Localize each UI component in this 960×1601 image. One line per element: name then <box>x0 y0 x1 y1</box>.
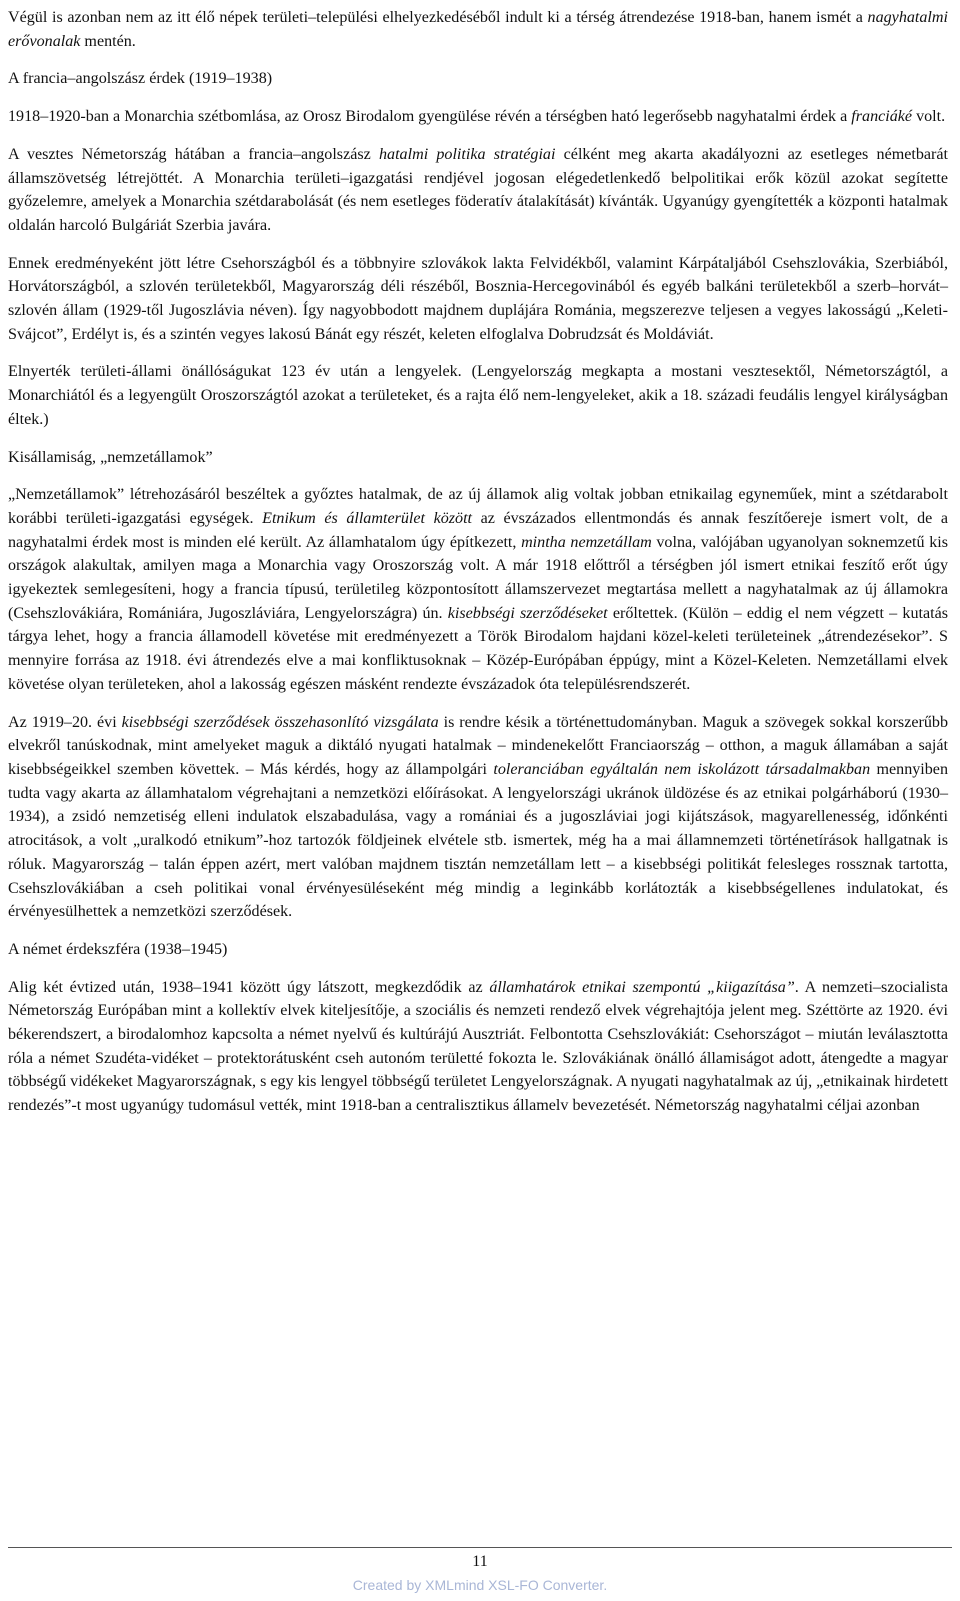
text-run: is rendre késik a történettudományban. Maguk a szövegek sokkal korszerűbb elvekről tanúskodnak, mint amelyeket maguk a diktáló nyugati hatalmak – mindenekelőtt Franciaország – otthon, a maguk államában a saját kisebbségeikkel szemben követtek. – Más kérdés, hogy az állampolgári <box>8 713 948 778</box>
text-run: az évszázados ellentmondás és annak feszítőereje ismert volt, de a nagyhatalmi érdek most is minden elé került. Az államhatalom úgy építkezett, <box>8 509 948 551</box>
page-number: 11 <box>472 1553 488 1570</box>
text-run: A német érdekszféra (1938–1945) <box>8 940 228 958</box>
text-run: Alig két évtized után, 1938–1941 között úgy látszott, megkezdődik az <box>8 978 490 996</box>
text-run: mennyiben tudta vagy akarta az államhatalom végrehajtani a nemzetközi előírásokat. A lengyelországi ukránok üldözése és az etnikai polgárháború (1930–1934), a zsidó nemzetiség elleni indulatok elszabadulása, vagy a romániai és a jugoszláviai jogi kijátszások, magyarellenesség, időnkénti atrocitások, a volt „uralkodó etnikum”-hoz tartozók földjeinek elvétele stb. ismertek, még ha a mai államnemzeti történetírások hallgatnak is róluk. Magyarország – talán éppen azért, mert valóban majdnem tisztán nemzetállam lett – a kisebbségi politikát felesleges rossznak tartotta, Csehszlovákiában a cseh politikai vonal érvényesüléseként még mindig a leginkább korlátozták a kisebbségellenes indulatokat, és érvényesülhettek a nemzetközi szerződések. <box>8 760 948 921</box>
text-run: „Nemzetállamok” létrehozásáról beszéltek a győztes hatalmak, de az új államok alig voltak jobban etnikailag egyneműek, mint a szétdarabolt korábbi területi-igazgatási egységek. <box>8 486 948 527</box>
text-run: Ennek eredményeként jött létre Csehországból és a többnyire szlovákok lakta Felvidékből, valamint Kárpátaljából Csehszlovákia, Szerbiából, Horvátországból, a szlovén területekből, Magyarország déli részéből, Bosznia-Hercegovinából és egyéb balkáni területekből a szerb–horvát–szlovén állam (1929-től Jugoszlávia néven). Így nagyobbodott majdnem duplájára Románia, megszerezve teljesen a vegyes lakosságú „Keleti-Svájcot”, Erdélyt is, és a szintén vegyes lakosú Bánát egy részét, keleten elfoglalva Dobrudzsát és Moldáviát. <box>8 254 948 343</box>
italic-text: hatalmi politika stratégiai <box>378 145 556 163</box>
paragraph-poles <box>8 360 948 431</box>
paragraph-minority-treaties <box>8 711 948 924</box>
italic-text: mintha nemzetállam <box>521 533 652 551</box>
text-run: erőltettek. (Külön – eddig el nem végzett – kutatás tárgya lehet, hogy a francia államodell követése mit eredményezett a Török Birodalom hajdani közel-keleti területeinek „átrendezésekor”. S mennyire forrása az 1918. évi átrendezés elve a mai konfliktusoknak – Közép-Európában éppúgy, mint a Közel-Keleten. Nemzetállami elvek követése olyan területeken, ahol a lakosság egészen másként rendezte évszázadok óta településrendszerét. <box>8 604 948 693</box>
paragraph-french-interests <box>8 105 948 129</box>
section-heading-german-sphere <box>8 938 948 962</box>
text-run: célként meg akarta akadályozni az esetleges németbarát államszövetség létrejöttét. A Monarchia területi–igazgatási rendjével jogosan elégedetlenkedő belpolitikai erők közül azokat segítette győzelemre, amelyek a Monarchia szétdarabolását (és nem esetleges föderatív átalakítását) kívánták. Ugyanúgy gyengítették a központi hatalmak oldalán harcoló Bulgáriát Szerbia javára. <box>8 145 949 234</box>
section-heading-french-english <box>8 67 948 91</box>
text-run: Kisállamiság, „nemzetállamok” <box>8 448 213 466</box>
paragraph-germany <box>8 143 948 238</box>
document-page <box>8 6 948 1132</box>
text-run: A francia–angolszász érdek (1919–1938) <box>8 70 273 88</box>
italic-text: kisebbségi szerződéseket <box>447 604 608 622</box>
text-run: volt. <box>912 108 946 126</box>
converter-watermark: Created by XMLmind XSL-FO Converter. <box>352 1577 608 1593</box>
text-run: volna, valójában ugyanolyan soknemzetű kis országok alakultak, amilyen maga a Monarchia vagy Oroszország volt. A már 1918 előttről a térségben jól ismert etnikai feszítő erőt úgy igyekeztek semlegesíteni, hogy a francia típusú, területileg központosított államszervezet megtartása mellett a nagyhatalmak az új államokra (Csehszlovákiára, Romániára, Jugoszláviára, Lengyelországra) ún. <box>8 533 948 622</box>
intro-paragraph <box>8 6 948 53</box>
text-run: Végül is azonban nem az itt élő népek területi–települési elhelyezkedéséből indult ki a térség átrendezése 1918-ban, hanem ismét a <box>8 9 868 26</box>
paragraph-german-sphere <box>8 976 948 1118</box>
paragraph-result <box>8 252 948 347</box>
text-run: mentén. <box>80 32 136 50</box>
italic-text: Etnikum és államterület között <box>262 509 473 527</box>
text-run: . A nemzeti–szocialista Németország Európában mint a kollektív elvek kiteljesítője, a szociális és nemzeti rendező elvek végrehajtója jelent meg. Széttörte az 1920. évi békerendszert, a birodalomhoz kapcsolta a német nyelvű és kultúrájú Ausztriát. Felbontotta Csehszlovákiát: Csehországot – miután leválasztotta róla a német Szudéta-vidéket – protektorátusként cseh autonóm területté fokozta le. Szlovákiának önálló államiságot adott, átengedte a magyar többségű vidékeket Magyarországnak, s egy kis lengyel többségű területet Lengyelországnak. A nyugati nagyhatalmak az új, „etnikainak hirdetett rendezés”-t most ugyanúgy tudomásul vették, mint 1918-ban a centralisztikus államelv bevezetését. Németország nagyhatalmi céljai azonban <box>8 978 948 1115</box>
footer-divider <box>8 1547 952 1548</box>
section-heading-small-states <box>8 446 948 470</box>
text-run: Elnyerték területi-állami önállóságukat 123 év után a lengyelek. (Lengyelország megkapta a mostani vesztesektől, Németországtól, a Monarchiától és a legyengült Oroszországtól azokat a területeket, és a rajta élő nem-lengyeleket, akik a 18. századi feudális lengyel királyságban éltek.) <box>8 363 948 428</box>
text-run: 1918–1920-ban a Monarchia szétbomlása, az Orosz Birodalom gyengülése révén a térségben ható legerősebb nagyhatalmi érdek a <box>8 108 852 126</box>
italic-text: toleranciában egyáltalán nem iskolázott társadalmakban <box>493 760 871 778</box>
italic-text: államhatárok etnikai szempontú „kiigazítása” <box>489 978 795 996</box>
text-run: Az 1919–20. évi <box>8 713 122 731</box>
italic-text: franciáké <box>851 108 913 126</box>
italic-text: nagyhatalmi erővonalak <box>8 9 948 50</box>
text-run: A vesztes Németország hátában a francia–angolszász <box>8 145 379 163</box>
italic-text: kisebbségi szerződések összehasonlító vizsgálata <box>121 713 439 731</box>
paragraph-nation-states <box>8 483 948 696</box>
